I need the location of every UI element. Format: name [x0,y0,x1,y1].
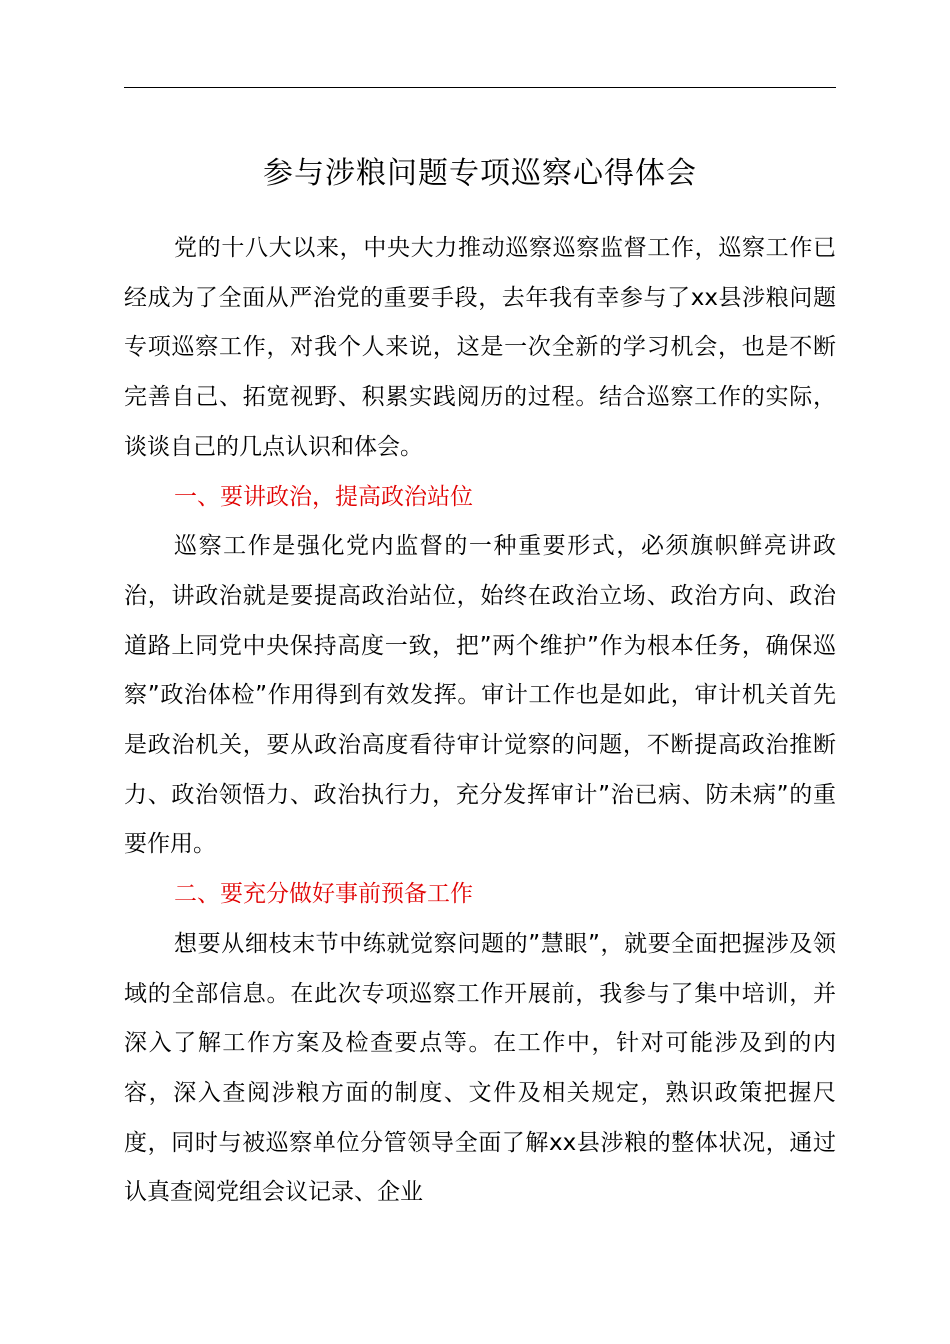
document-title: 参与涉粮问题专项巡察心得体会 [263,156,697,191]
section-1-paragraph: 巡察工作是强化党内监督的一种重要形式，必须旗帜鲜亮讲政治，讲政治就是要提高政治站位，始终在政治立场、政治方向、政治道路上同党中央保持高度一致，把”两个维护”作为根本任务，确保巡察”政治体检”作用得到有效发挥。审计工作也是如此，审计机关首先是政治机关，要从政治高度看待审计觉察的问题，不断提高政治推断力、政治领悟力、政治执行力，充分发挥审计”治已病、防未病”的重要作用。 [124,533,836,858]
section-2-paragraph: 想要从细枝末节中练就觉察问题的”慧眼”，就要全面把握涉及领域的全部信息。在此次专项巡察工作开展前，我参与了集中培训，并深入了解工作方案及检查要点等。在工作中，针对可能涉及到的内容，深入查阅涉粮方面的制度、文件及相关规定，熟识政策把握尺度，同时与被巡察单位分管领导全面了解xx县涉粮的整体状况，通过认真查阅党组会议记录、企业 [124,930,836,1206]
section-1-heading: 一、要讲政治，提高政治站位 [174,483,473,510]
document-body [124,224,836,1218]
section-2-heading: 二、要充分做好事前预备工作 [174,881,473,908]
intro-paragraph: 党的十八大以来，中央大力推动巡察巡察监督工作，巡察工作已经成为了全面从严治党的重要手段，去年我有幸参与了xx县涉粮问题专项巡察工作，对我个人来说，这是一次全新的学习机会，也是不断完善自己、拓宽视野、积累实践阅历的过程。结合巡察工作的实际，谈谈自己的几点认识和体会。 [124,235,836,460]
header-rule [124,87,836,88]
